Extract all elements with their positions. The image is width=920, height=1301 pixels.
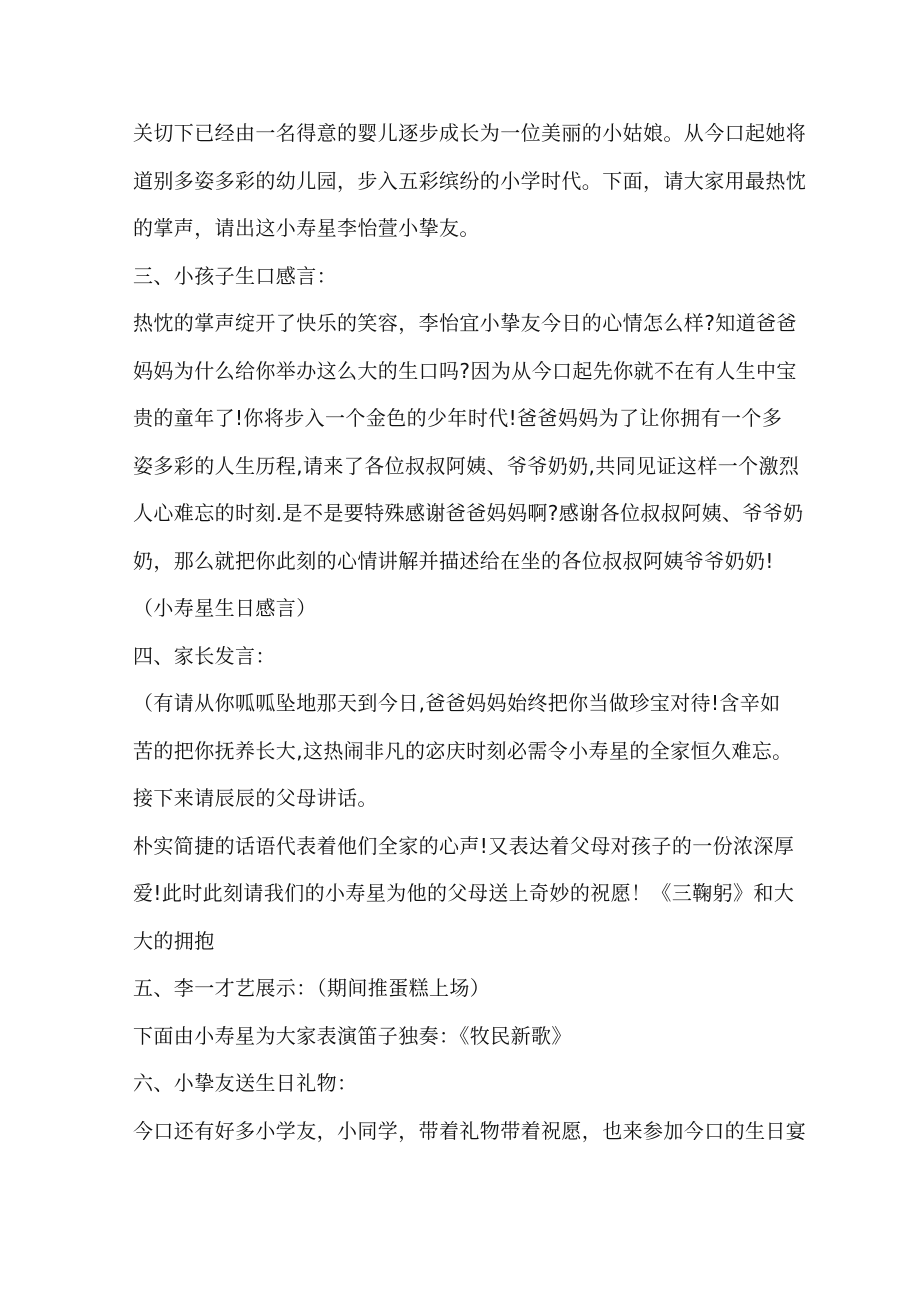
text-line: 的掌声，请出这小寿星李怡萱小挚友。: [133, 216, 480, 240]
text-line: 朴实简捷的话语代表着他们全家的心声!又表达着父母对孩子的一份浓深厚: [133, 833, 795, 858]
section-heading: 五、李一才艺展示：（期间推蛋糕上场）: [133, 976, 491, 1000]
text-line: 道别多姿多彩的幼儿园，步入五彩缤纷的小学时代。下面，请大家用最热忱: [133, 168, 807, 193]
text-line: 贵的童年了!你将步入一个金色的少年时代!爸爸妈妈为了让你拥有一个多: [133, 406, 783, 430]
text-line: 爱!此时此刻请我们的小寿星为他的父母送上奇妙的祝愿！《三鞠躬》和大: [133, 881, 795, 905]
document-body: [133, 110, 807, 1155]
section-heading: 六、小挚友送生日礼物：: [133, 1071, 358, 1095]
text-line: 下面由小寿星为大家表演笛子独奏：《牧民新歌》: [133, 1023, 572, 1048]
text-line: 大的拥抱: [133, 928, 215, 953]
section-heading: 四、家长发言：: [133, 643, 276, 668]
stage-note: （小寿星生日感言）: [133, 596, 317, 620]
text-line: 热忱的掌声绽开了快乐的笑容，李怡宜小挚友今日的心情怎么样?知道爸爸: [133, 311, 797, 335]
text-line: 苦的把你抚养长大,这热闹非凡的宓庆时刻必需令小寿星的全家恒久难忘。: [133, 738, 793, 763]
text-line: 妈妈为什么给你举办这么大的生口吗?因为从今口起先你就不在有人生中宝: [133, 358, 797, 383]
text-line: 人心难忘的时刻.是不是要特殊感谢爸爸妈妈啊?感谢各位叔叔阿姨、爷爷奶: [133, 501, 804, 525]
text-line: 姿多彩的人生历程,请来了各位叔叔阿姨、爷爷奶奶,共同见证这样一个激烈: [133, 453, 800, 478]
text-line: （有请从你呱呱坠地那天到今日,爸爸妈妈始终把你当做珍宝对待!含辛如: [133, 691, 781, 715]
text-line: 今口还有好多小学友，小同学，带着礼物带着祝愿，也来参加今口的生日宴: [133, 1118, 807, 1143]
text-line: 接下来请辰辰的父母讲话。: [133, 786, 378, 810]
text-line: 奶，那么就把你此刻的心情讲解并描述给在坐的各位叔叔阿姨爷爷奶奶!: [133, 548, 774, 573]
text-line: 关切下已经由一名得意的婴儿逐步成长为一位美丽的小姑娘。从今口起她将: [133, 121, 807, 145]
section-heading: 三、小孩子生口感言：: [133, 263, 337, 288]
